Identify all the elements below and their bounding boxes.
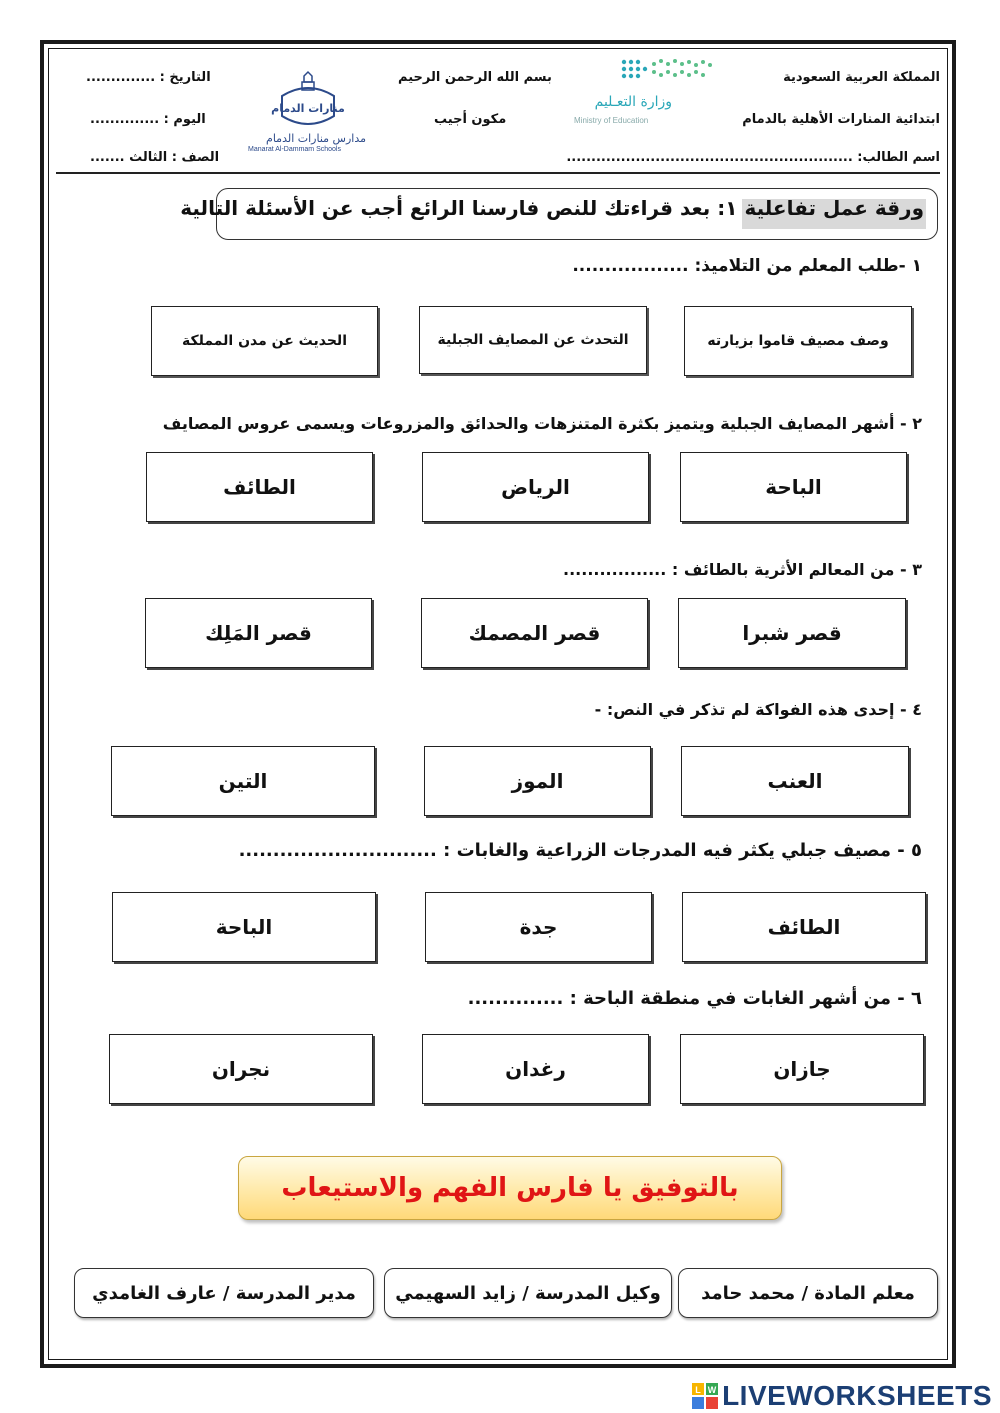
question-3-text: ٣ - من المعالم الأثرية بالطائف : ................. <box>563 560 922 579</box>
student-name-field[interactable]: اسم الطالب: .......................................................... <box>566 150 940 165</box>
q2-option-3[interactable]: الطائف <box>146 452 373 522</box>
grade-field[interactable]: الصف : الثالث ....... <box>90 150 220 165</box>
school-logo-name-en: Manarat Al-Dammam Schools <box>248 146 341 153</box>
question-5-text: ٥ - مصيف جبلي يكثر فيه المدرجات الزراعية والغابات : ............................. <box>238 840 922 861</box>
q1-option-1[interactable]: وصف مصيف قاموا بزيارته <box>684 306 912 376</box>
q1-option-3[interactable]: الحديث عن مدن المملكة <box>151 306 378 376</box>
q2-option-2[interactable]: الرياض <box>422 452 649 522</box>
q3-option-1[interactable]: قصر شبرا <box>678 598 906 668</box>
ministry-dots-icon <box>574 56 720 86</box>
encouragement-banner: بالتوفيق يا فارس الفهم والاستيعاب <box>238 1156 782 1220</box>
liveworksheets-brand[interactable] <box>692 1380 992 1412</box>
q5-option-3[interactable]: الباحة <box>112 892 376 962</box>
q4-option-2[interactable]: الموز <box>424 746 651 816</box>
ministry-name: وزارة التعـليم <box>594 94 672 110</box>
q3-option-3[interactable]: قصر المَلِك <box>145 598 372 668</box>
question-4-text: ٤ - إحدى هذه الفواكة لم تذكر في النص: - <box>594 700 922 719</box>
ministry-name-en: Ministry of Education <box>574 116 649 125</box>
q3-option-2[interactable]: قصر المصمك <box>421 598 648 668</box>
school-emblem-text: منارات الدمام <box>271 102 345 115</box>
q6-option-2[interactable]: رغدان <box>422 1034 649 1104</box>
ministry-logo <box>574 56 720 128</box>
question-2-text: ٢ - أشهر المصايف الجبلية ويتميز بكثرة المتنزهات والحدائق والمزروعات ويسمى عروس المصايف <box>162 414 922 433</box>
teacher-signature: معلم المادة / محمد حامد <box>678 1268 938 1318</box>
q5-option-2[interactable]: جدة <box>425 892 652 962</box>
worksheet-title: ورقة عمل تفاعلية ١: بعد قراءتك للنص فارسنا الرائع أجب عن الأسئلة التالية <box>180 196 924 220</box>
q5-option-1[interactable]: الطائف <box>682 892 926 962</box>
q4-option-1[interactable]: العنب <box>681 746 909 816</box>
day-field[interactable]: اليوم : .............. <box>90 112 206 127</box>
principal-signature: مدير المدرسة / عارف الغامدي <box>74 1268 374 1318</box>
school-logo-name: مدارس منارات الدمام <box>266 132 366 145</box>
component-label: مكون أجيب <box>434 112 507 127</box>
q6-option-3[interactable]: نجران <box>109 1034 373 1104</box>
liveworksheets-logo-icon <box>692 1383 718 1409</box>
q4-option-3[interactable]: التين <box>111 746 375 816</box>
q2-option-1[interactable]: الباحة <box>680 452 907 522</box>
question-6-text: ٦ - من أشهر الغابات في منطقة الباحة : .............. <box>467 988 922 1009</box>
header-divider <box>56 172 940 174</box>
question-1-text: ١ -طلب المعلم من التلاميذ: .................. <box>572 256 922 276</box>
deputy-signature: وكيل المدرسة / زايد السهيمي <box>384 1268 672 1318</box>
brand-logo-letter-l: L <box>695 1385 701 1395</box>
basmala: بسم الله الرحمن الرحيم <box>398 70 552 85</box>
school-emblem-icon <box>246 70 370 134</box>
q6-option-1[interactable]: جازان <box>680 1034 924 1104</box>
kingdom-label: المملكة العربية السعودية <box>783 70 940 85</box>
brand-logo-letter-w: W <box>707 1385 717 1395</box>
date-field[interactable]: التاريخ : .............. <box>86 70 211 85</box>
q1-option-2[interactable]: التحدث عن المصايف الجبلية <box>419 306 647 374</box>
school-logo <box>246 70 370 156</box>
school-label: ابتدائية المنارات الأهلية بالدمام <box>742 112 940 127</box>
brand-name: LIVEWORKSHEETS <box>722 1380 992 1411</box>
